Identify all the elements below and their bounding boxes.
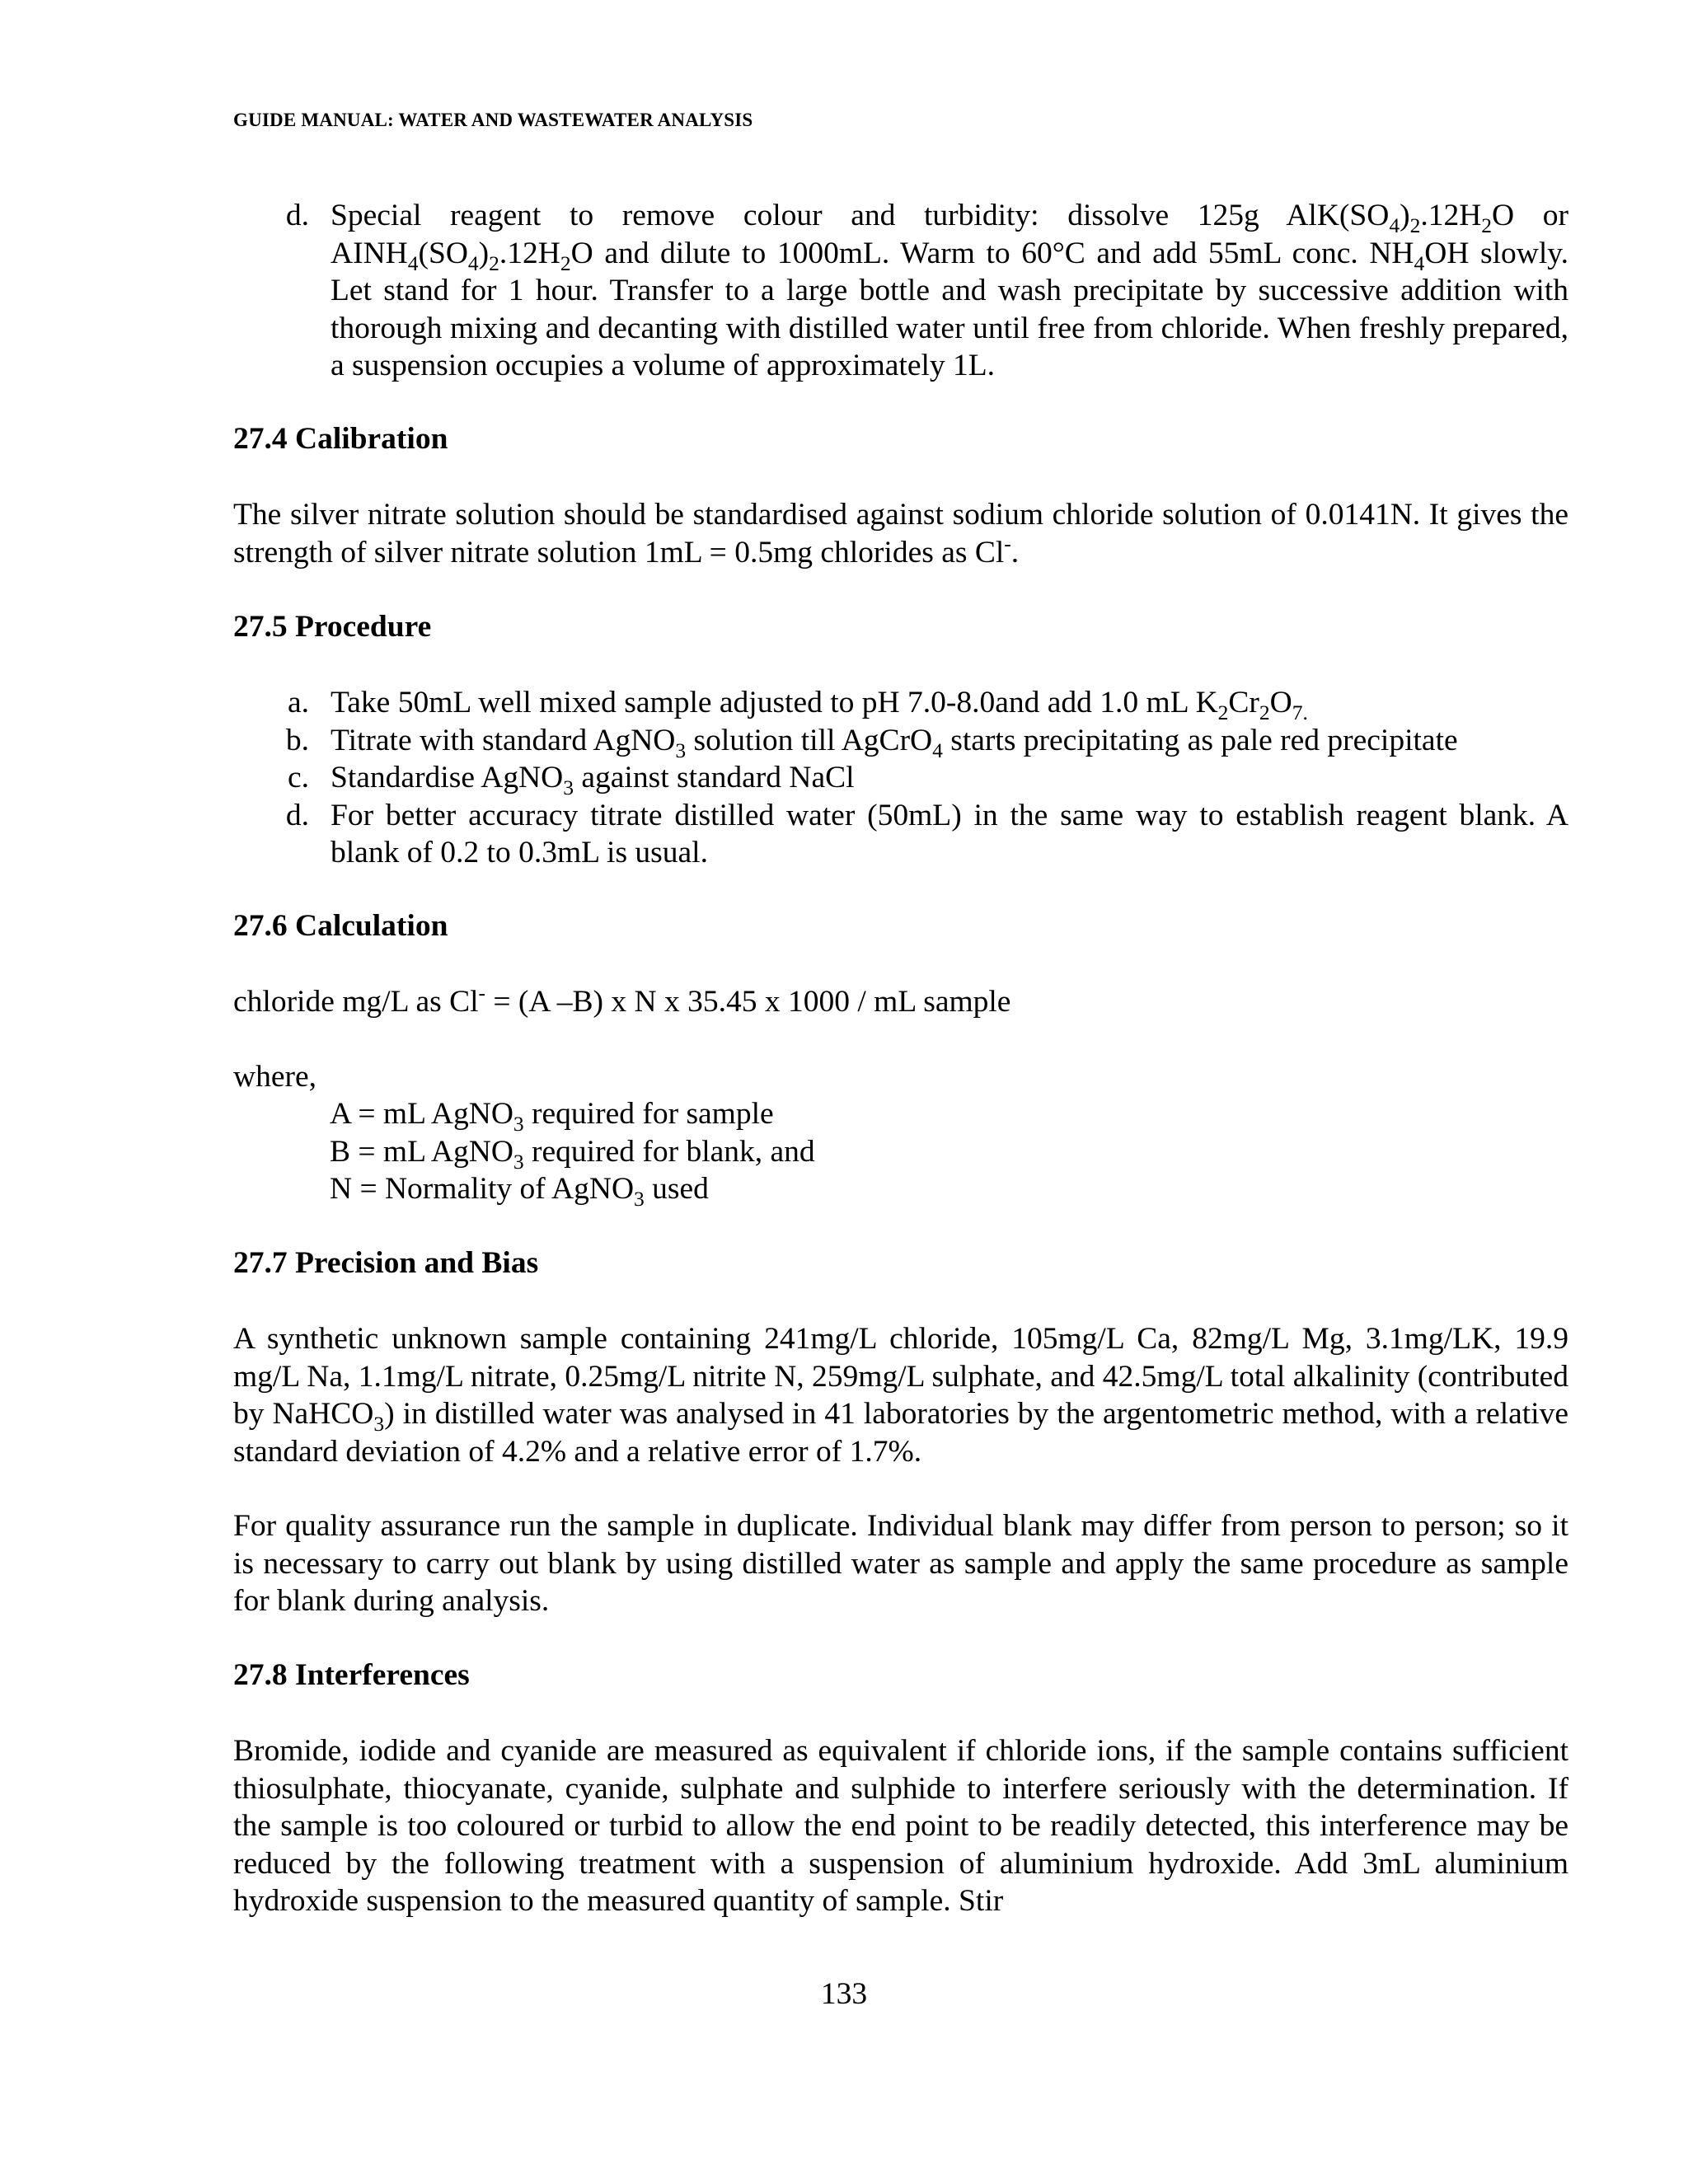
precision-paragraph: A synthetic unknown sample containing 241mg/L chloride, 105mg/L Ca, 82mg/L Mg, 3.1mg/LK, 19.9 mg/L Na, 1.1mg/L nitrate, 0.25mg/L nitrite N, 259mg/L sulphate, and 42.5mg/L total alkalinity (contributed by NaHCO$_3$) in distilled water was analysed in 41 laboratories by the argentometric method, with a relative standard deviation of 4.2% and a relative error of 1.7%. <box>233 1322 1568 1469</box>
list-item: c. Standardise AgNO$_3$ against standard NaCl <box>233 759 1568 797</box>
definition-list <box>330 1095 815 1211</box>
list-marker: a. <box>287 686 309 719</box>
definition-item: N = Normality of AgNO$_3$ used <box>330 1172 709 1211</box>
section-heading-interferences: 27.8 Interferences <box>233 1658 470 1692</box>
list-marker: d. <box>285 199 309 232</box>
interferences-paragraph: Bromide, iodide and cyanide are measured as equivalent if chloride ions, if the sample contains sufficient thiosulphate, thiocyanate, cyanide, sulphate and sulphide to interfere seriously with the determination. If the sample is too coloured or turbid to allow the end point to be readily detected, this interference may be reduced by the following treatment with a suspension of aluminium hydroxide. Add 3mL aluminium hydroxide suspension to the measured quantity of sample. Stir <box>233 1734 1568 1918</box>
list-marker: b. <box>285 723 309 757</box>
reagent-d-text: Special reagent to remove colour and turbidity: dissolve 125g $AlK(SO_4)_2.12H_2O$ or $AINH_4(SO_4)_2.12H_2O$ and dilute to 1000mL. Warm to 60°C and add 55mL conc. $NH_4OH$ slowly. Let stand for 1 hour. Transfer to a large bottle and wash precipitate by successive addition with thorough mixing and decanting with distilled water until free from chloride. When freshly prepared, a suspension occupies a volume of approximately 1L. <box>331 199 1568 382</box>
calculation-formula: chloride mg/L as Cl- = (A –B) x N x 35.45 x 1000 / mL sample <box>233 980 1011 1019</box>
list-marker: d. <box>285 798 309 832</box>
list-marker: c. <box>287 761 309 794</box>
section-heading-calculation: 27.6 Calculation <box>233 909 448 943</box>
quality-assurance-paragraph: For quality assurance run the sample in duplicate. Individual blank may differ from person to person; so it is necessary to carry out blank by using distilled water as sample and apply the same procedure as sample for blank during analysis. <box>233 1509 1568 1618</box>
list-item <box>233 197 1568 385</box>
page-number: 133 <box>820 1977 868 2011</box>
reagent-list <box>233 197 1568 385</box>
section-heading-procedure: 27.5 Procedure <box>233 610 432 644</box>
section-heading-precision: 27.7 Precision and Bias <box>233 1246 539 1280</box>
running-header: GUIDE MANUAL: WATER AND WASTEWATER ANALYSIS <box>233 110 753 130</box>
list-item: d. For better accuracy titrate distilled water (50mL) in the same way to establish reagent blank. A blank of 0.2 to 0.3mL is usual. <box>233 797 1568 872</box>
list-item: a. Take 50mL well mixed sample adjusted to pH 7.0-8.0and add 1.0 mL $K_2Cr_2O_{7.}$ <box>233 684 1568 722</box>
where-label: where, <box>233 1060 316 1094</box>
section-heading-calibration: 27.4 Calibration <box>233 422 448 456</box>
definition-item: B = mL AgNO$_3$ required for blank, and <box>330 1134 815 1174</box>
procedure-list <box>233 684 1568 872</box>
calibration-paragraph: The silver nitrate solution should be standardised against sodium chloride solution of 0.0141N. It gives the strength of silver nitrate solution 1mL = 0.5mg chlorides as Cl-. <box>233 498 1568 569</box>
list-item: b. Titrate with standard AgNO$_3$ solution till AgCrO$_4$ starts precipitating as pale red precipitate <box>233 722 1568 760</box>
definition-item: A = mL AgNO$_3$ required for sample <box>330 1097 774 1136</box>
